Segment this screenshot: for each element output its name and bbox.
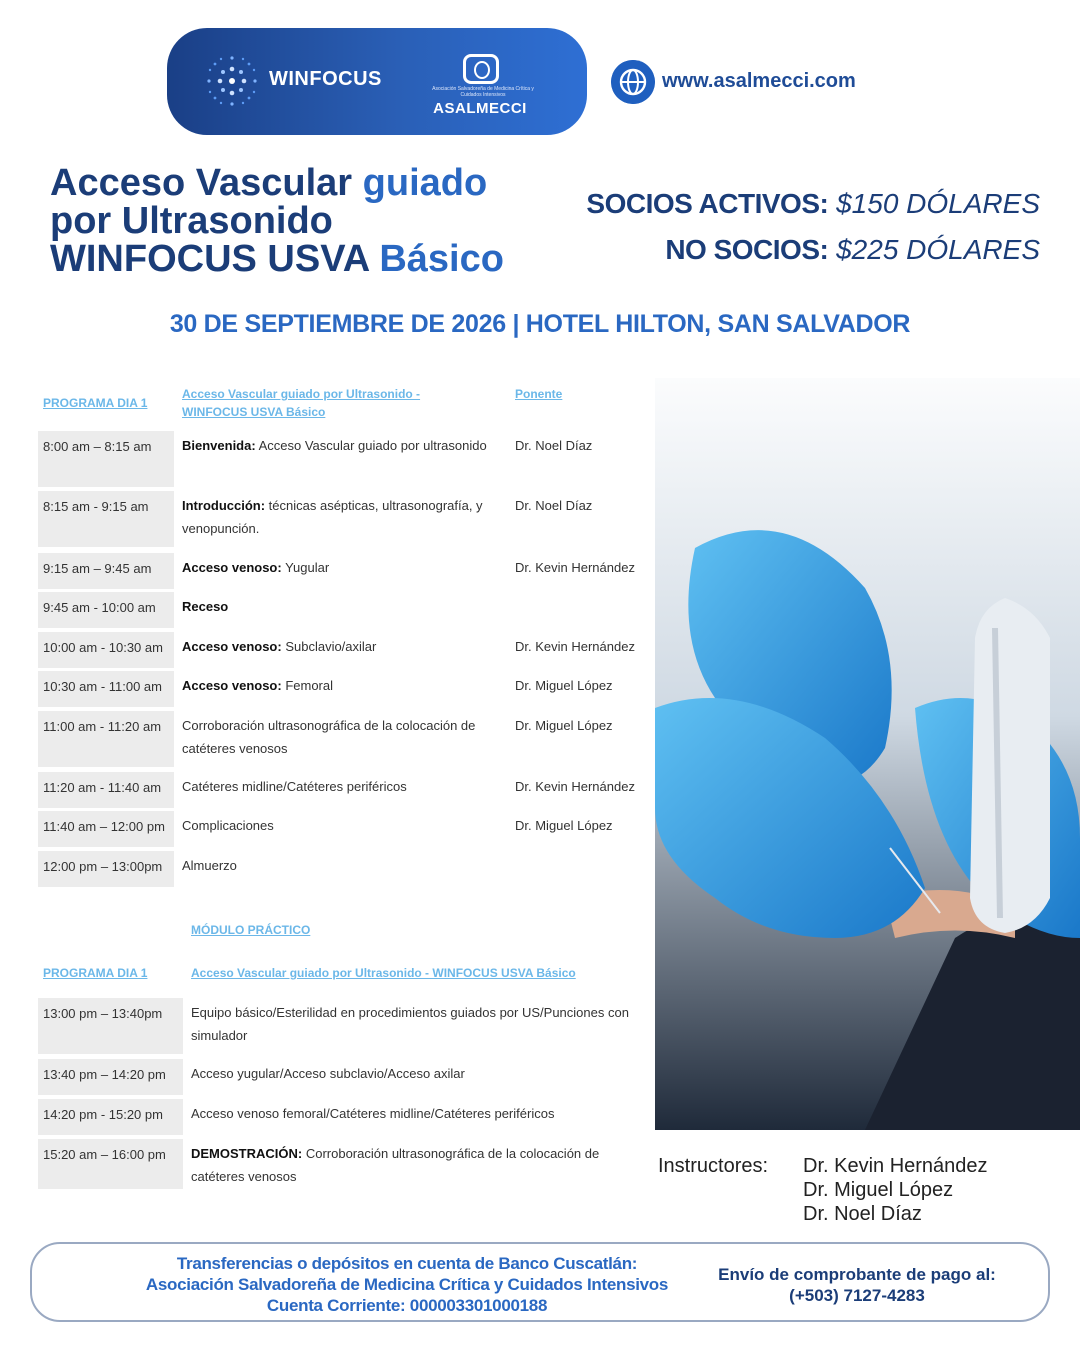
session-cell: [191, 1102, 631, 1125]
session-text: Acceso venoso femoral/Catéteres midline/Catéteres periféricos: [191, 1106, 555, 1121]
table-row: [38, 851, 658, 887]
table-row: [38, 1099, 638, 1135]
receipt-phone: (+503) 7127-4283: [789, 1286, 925, 1305]
instructor-name: Dr. Miguel López: [803, 1179, 954, 1201]
session-text: Acceso yugular/Acceso subclavio/Acceso axilar: [191, 1066, 465, 1081]
time-cell: 15:20 am – 16:00 pm: [38, 1139, 183, 1189]
price-members: [586, 188, 1040, 220]
receipt-label: Envío de comprobante de pago al:: [718, 1265, 996, 1284]
bank-line2: Asociación Salvadoreña de Medicina Crítica y Cuidados Intensivos: [145, 1275, 669, 1294]
asalmecci-logo-text: ASALMECCI: [433, 100, 527, 117]
speaker-cell: Dr. Kevin Hernández: [515, 779, 635, 794]
session-bold: DEMOSTRACIÓN:: [191, 1146, 303, 1161]
nonmembers-price: $225 DÓLARES: [836, 234, 1040, 265]
session-text: Subclavio/axilar: [281, 639, 377, 654]
table-row: [38, 1059, 638, 1095]
speaker-cell: Dr. Miguel López: [515, 678, 613, 693]
table-row: [38, 811, 658, 847]
title-line2: por Ultrasonido: [50, 200, 333, 242]
session-cell: [182, 674, 507, 697]
session-cell: [182, 714, 507, 760]
time-cell: 13:40 pm – 14:20 pm: [38, 1059, 183, 1095]
session-bold: Acceso venoso:: [182, 639, 282, 654]
session-text: Almuerzo: [182, 858, 237, 873]
gloved-hands-ultrasound-image: [655, 378, 1080, 1130]
session-cell: [182, 434, 507, 457]
course-title: [50, 164, 595, 278]
session-cell: [182, 775, 507, 798]
price-nonmembers: [665, 234, 1040, 266]
session-text: Acceso Vascular guiado por ultrasonido: [255, 438, 487, 453]
time-cell: 11:00 am - 11:20 am: [38, 711, 174, 767]
session-bold: Bienvenida:: [182, 438, 256, 453]
session-text: Corroboración ultrasonográfica de la colocación de catéteres venosos: [191, 1146, 600, 1184]
session-text: Femoral: [281, 678, 333, 693]
table-row: [38, 632, 658, 668]
program1-day-header: PROGRAMA DIA 1: [43, 396, 148, 410]
session-bold: Acceso venoso:: [182, 678, 282, 693]
program2-day-header: PROGRAMA DIA 1: [43, 966, 148, 980]
table-row: [38, 491, 658, 547]
globe-icon: [611, 60, 655, 104]
table-row: [38, 592, 658, 628]
time-cell: 11:40 am – 12:00 pm: [38, 811, 174, 847]
time-cell: 13:00 pm – 13:40pm: [38, 998, 183, 1054]
members-price: $150 DÓLARES: [836, 188, 1040, 219]
session-bold: Receso: [182, 599, 229, 614]
logo-banner: [167, 28, 587, 135]
time-cell: 8:00 am – 8:15 am: [38, 431, 174, 487]
time-cell: 10:30 am - 11:00 am: [38, 671, 174, 707]
instructors-list: [803, 1154, 988, 1226]
practical-module-label: MÓDULO PRÁCTICO: [191, 923, 311, 937]
session-cell: [191, 1001, 631, 1047]
title-line1: Acceso Vascular: [50, 162, 353, 204]
instructors-label: Instructores:: [658, 1155, 769, 1177]
session-cell: [191, 1142, 631, 1188]
winfocus-logo-text: WINFOCUS: [269, 68, 382, 90]
time-cell: 8:15 am - 9:15 am: [38, 491, 174, 547]
table-row: [38, 431, 658, 487]
table-row: [38, 553, 658, 589]
session-bold: Acceso venoso:: [182, 560, 282, 575]
time-cell: 12:00 pm – 13:00pm: [38, 851, 174, 887]
session-text: Corroboración ultrasonográfica de la colocación de catéteres venosos: [182, 718, 476, 756]
title-line1-accent: guiado: [362, 162, 488, 204]
table-row: [38, 772, 658, 808]
website-link[interactable]: www.asalmecci.com: [662, 70, 856, 92]
bank-line1: Transferencias o depósitos en cuenta de Banco Cuscatlán:: [176, 1254, 638, 1273]
members-label: SOCIOS ACTIVOS:: [586, 188, 829, 219]
session-cell: [182, 635, 507, 658]
session-cell: [182, 814, 507, 837]
table-row: [38, 998, 638, 1054]
session-text: Catéteres midline/Catéteres periféricos: [182, 779, 407, 794]
nonmembers-label: NO SOCIOS:: [665, 234, 829, 265]
session-cell: [191, 1062, 631, 1085]
procedure-photo: [655, 378, 1080, 1130]
time-cell: 10:00 am - 10:30 am: [38, 632, 174, 668]
session-cell: [182, 556, 507, 579]
bank-account: Cuenta Corriente: 000003301000188: [266, 1296, 548, 1315]
time-cell: 9:15 am – 9:45 am: [38, 553, 174, 589]
time-cell: 11:20 am - 11:40 am: [38, 772, 174, 808]
asalmecci-emblem-icon: [463, 54, 499, 84]
session-cell: [182, 494, 507, 540]
session-text: Complicaciones: [182, 818, 274, 833]
session-text: técnicas asépticas, ultrasonografía, y venopunción.: [182, 498, 483, 536]
speaker-cell: Dr. Kevin Hernández: [515, 639, 635, 654]
session-text: Equipo básico/Esterilidad en procedimientos guiados por US/Punciones con simulador: [191, 1005, 629, 1043]
program1-speaker-header: Ponente: [515, 387, 563, 401]
speaker-cell: Dr. Noel Díaz: [515, 498, 593, 513]
session-text: Yugular: [281, 560, 330, 575]
bank-details: [72, 1253, 742, 1316]
payment-info-box: [30, 1242, 1050, 1322]
session-cell: [182, 595, 507, 618]
time-cell: 9:45 am - 10:00 am: [38, 592, 174, 628]
asalmecci-subtitle: Asociación Salvadoreña de Medicina Crítica y Cuidados Intensivos: [432, 86, 534, 98]
winfocus-logo-icon: [201, 50, 263, 112]
receipt-details: [692, 1264, 1022, 1306]
title-line3-accent: Básico: [379, 238, 504, 280]
time-cell: 14:20 pm - 15:20 pm: [38, 1099, 183, 1135]
instructors-block: [658, 1154, 988, 1225]
speaker-cell: Dr. Miguel López: [515, 818, 613, 833]
program1-topic-header: Acceso Vascular guiado por Ultrasonido - WINFOCUS USVA Básico: [182, 387, 421, 419]
table-row: [38, 1139, 638, 1189]
table-row: [38, 711, 658, 767]
speaker-cell: Dr. Kevin Hernández: [515, 560, 635, 575]
session-cell: [182, 854, 507, 877]
event-date-location: 30 DE SEPTIEMBRE DE 2026 | HOTEL HILTON, SAN SALVADOR: [169, 310, 911, 338]
instructor-name: Dr. Kevin Hernández: [803, 1155, 988, 1177]
table-row: [38, 671, 658, 707]
speaker-cell: Dr. Miguel López: [515, 718, 613, 733]
title-line3: WINFOCUS USVA: [50, 238, 369, 280]
instructor-name: Dr. Noel Díaz: [803, 1203, 922, 1225]
program2-topic-header: Acceso Vascular guiado por Ultrasonido - WINFOCUS USVA Básico: [191, 966, 576, 980]
session-bold: Introducción:: [182, 498, 266, 513]
speaker-cell: Dr. Noel Díaz: [515, 438, 593, 453]
